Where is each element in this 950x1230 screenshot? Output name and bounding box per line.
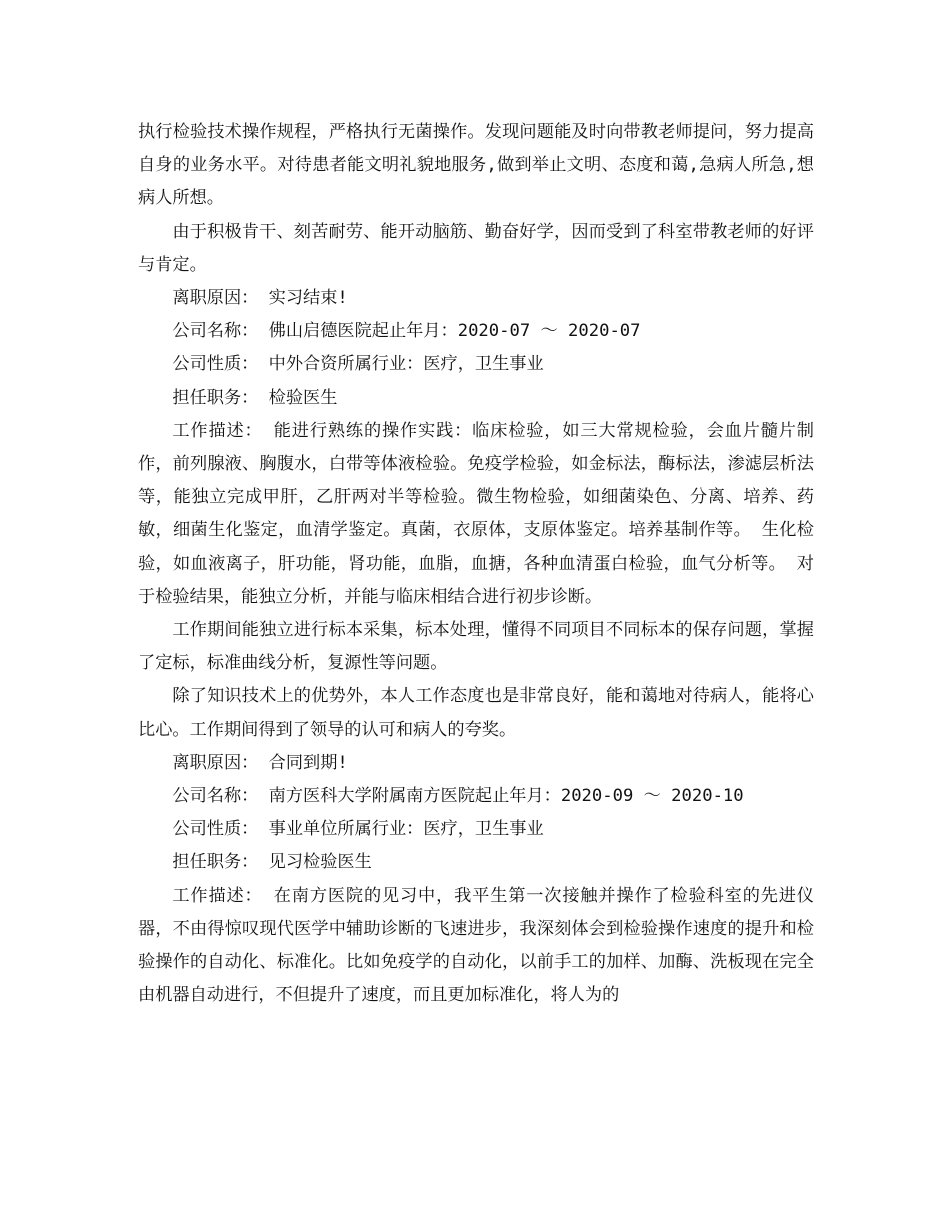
leave-reason-1: 离职原因： 实习结束! [172, 288, 348, 309]
job-description-1: 工作描述： 能进行熟练的操作实践：临床检验，如三大常规检验，会血片髓片制作，前列腺液、胸腹水，白带等体液检验。免疫学检验，如金标法，酶标法，渗滤层析法等，能独立完成甲肝，乙肝两对半等检验。微生物检验，如细菌染色、分离、培养、药敏，细菌生化鉴定，血清学鉴定。真菌，衣原体，支原体鉴定。培养基制作等。 生化检验，如血液离子，肝功能，肾功能，血脂，血搪，各种血清蛋白检验，血气分析等。 对于检验结果，能独立分析，并能与临床相结合进行初步诊断。 [138, 420, 814, 607]
company-type-1: 公司性质： 中外合资所属行业：医疗，卫生事业 [172, 354, 544, 375]
document-page [138, 116, 814, 1012]
position-1: 担任职务： 检验医生 [172, 387, 338, 408]
paragraph-evaluation: 由于积极肯干、刻苦耐劳、能开动脑筋、勤奋好学，因而受到了科室带教老师的好评与肯定。 [138, 221, 814, 275]
job-description-2: 工作描述： 在南方医院的见习中，我平生第一次接触并操作了检验科室的先进仪器，不由得惊叹现代医学中辅助诊断的飞速进步，我深刻体会到检验操作速度的提升和检验操作的自动化、标准化。比如免疫学的自动化，以前手工的加样、加酶、洗板现在完全由机器自动进行，不但提升了速度，而且更加标准化，将人为的 [138, 885, 814, 1006]
company-name-1: 公司名称： 佛山启德医院起止年月：2020-07 ～ 2020-07 [172, 321, 641, 342]
paragraph-specimen-handling: 工作期间能独立进行标本采集，标本处理，懂得不同项目不同标本的保存问题，掌握了定标，标准曲线分析，复源性等问题。 [138, 620, 814, 674]
leave-reason-2: 离职原因： 合同到期! [172, 752, 348, 773]
paragraph-duties-continued: 执行检验技术操作规程，严格执行无菌操作。发现问题能及时向带教老师提问，努力提高自身的业务水平。对待患者能文明礼貌地服务,做到举止文明、态度和蔼,急病人所急,想病人所想。 [138, 122, 814, 209]
company-type-2: 公司性质： 事业单位所属行业：医疗，卫生事业 [172, 819, 544, 840]
company-name-2: 公司名称： 南方医科大学附属南方医院起止年月：2020-09 ～ 2020-10 [172, 786, 744, 807]
position-2: 担任职务： 见习检验医生 [172, 852, 372, 873]
paragraph-work-attitude: 除了知识技术上的优势外，本人工作态度也是非常良好，能和蔼地对待病人，能将心比心。工作期间得到了领导的认可和病人的夸奖。 [138, 686, 814, 740]
